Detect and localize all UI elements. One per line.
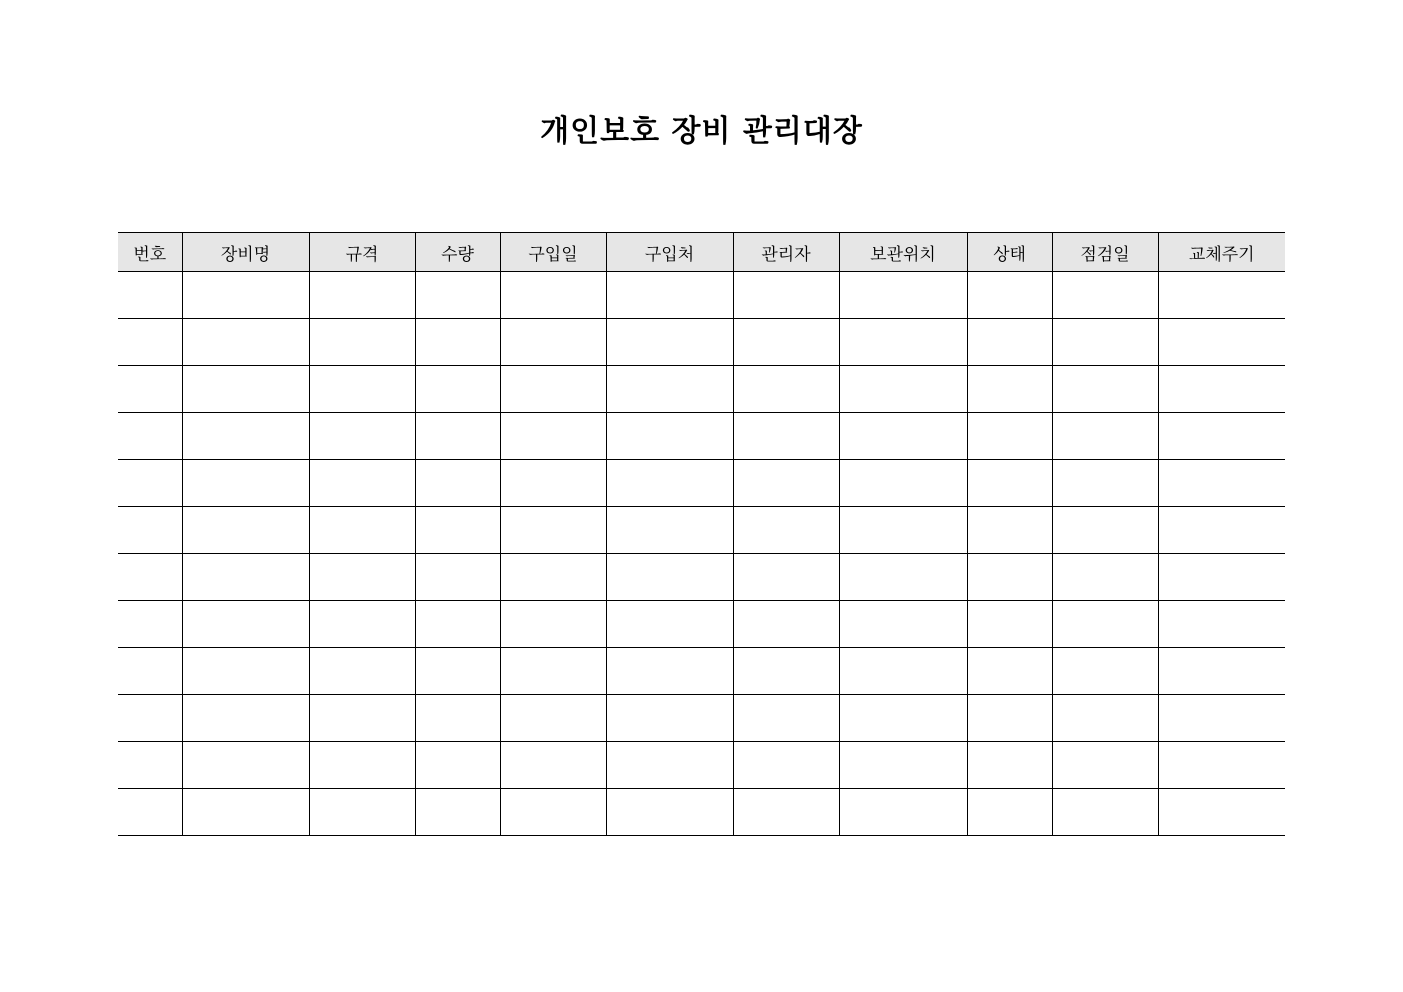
table-cell[interactable] bbox=[606, 319, 733, 366]
table-cell[interactable] bbox=[1052, 789, 1158, 836]
table-cell[interactable] bbox=[415, 742, 500, 789]
table-cell[interactable] bbox=[967, 554, 1052, 601]
column-header-status: 상태 bbox=[967, 233, 1052, 272]
table-cell[interactable] bbox=[967, 460, 1052, 507]
column-header-vendor: 구입처 bbox=[606, 233, 733, 272]
table-cell[interactable] bbox=[309, 319, 415, 366]
table-cell[interactable] bbox=[415, 789, 500, 836]
table-cell[interactable] bbox=[839, 601, 967, 648]
table-cell[interactable] bbox=[182, 789, 309, 836]
table-cell[interactable] bbox=[967, 648, 1052, 695]
table-cell[interactable] bbox=[606, 460, 733, 507]
table-row bbox=[118, 319, 1285, 366]
table-cell[interactable] bbox=[1158, 789, 1285, 836]
table-cell[interactable] bbox=[839, 695, 967, 742]
table-cell[interactable] bbox=[1052, 554, 1158, 601]
column-header-number: 번호 bbox=[118, 233, 182, 272]
table-cell[interactable] bbox=[1158, 319, 1285, 366]
table-cell[interactable] bbox=[1052, 319, 1158, 366]
table-cell[interactable] bbox=[309, 695, 415, 742]
table-cell[interactable] bbox=[500, 366, 606, 413]
table-cell[interactable] bbox=[1052, 460, 1158, 507]
table-cell[interactable] bbox=[733, 789, 839, 836]
table-cell[interactable] bbox=[967, 742, 1052, 789]
table-cell[interactable] bbox=[967, 272, 1052, 319]
table-cell[interactable] bbox=[1158, 601, 1285, 648]
table-cell[interactable] bbox=[1158, 460, 1285, 507]
table-cell[interactable] bbox=[118, 366, 182, 413]
table-cell[interactable] bbox=[839, 507, 967, 554]
table-cell[interactable] bbox=[1052, 507, 1158, 554]
table-cell[interactable] bbox=[182, 460, 309, 507]
table-cell[interactable] bbox=[182, 366, 309, 413]
table-cell[interactable] bbox=[500, 507, 606, 554]
table-cell[interactable] bbox=[118, 601, 182, 648]
table-cell[interactable] bbox=[415, 366, 500, 413]
table-cell[interactable] bbox=[606, 272, 733, 319]
table-cell[interactable] bbox=[415, 601, 500, 648]
table-cell[interactable] bbox=[118, 507, 182, 554]
table-cell[interactable] bbox=[733, 319, 839, 366]
table-cell[interactable] bbox=[1158, 507, 1285, 554]
table-cell[interactable] bbox=[415, 554, 500, 601]
table-cell[interactable] bbox=[500, 742, 606, 789]
table-cell[interactable] bbox=[500, 648, 606, 695]
table-cell[interactable] bbox=[118, 742, 182, 789]
table-cell[interactable] bbox=[839, 789, 967, 836]
table-cell[interactable] bbox=[733, 366, 839, 413]
table-cell[interactable] bbox=[1052, 695, 1158, 742]
table-cell[interactable] bbox=[309, 366, 415, 413]
table-cell[interactable] bbox=[309, 742, 415, 789]
table-cell[interactable] bbox=[733, 272, 839, 319]
table-cell[interactable] bbox=[1158, 413, 1285, 460]
column-header-inspection-date: 점검일 bbox=[1052, 233, 1158, 272]
table-cell[interactable] bbox=[733, 460, 839, 507]
table-row bbox=[118, 742, 1285, 789]
table-cell[interactable] bbox=[733, 507, 839, 554]
column-header-manager: 관리자 bbox=[733, 233, 839, 272]
table-cell[interactable] bbox=[1052, 601, 1158, 648]
table-cell[interactable] bbox=[415, 695, 500, 742]
table-cell[interactable] bbox=[839, 742, 967, 789]
column-header-equipment-name: 장비명 bbox=[182, 233, 309, 272]
table-body bbox=[118, 272, 1285, 836]
table-cell[interactable] bbox=[967, 789, 1052, 836]
table-cell[interactable] bbox=[415, 413, 500, 460]
table-cell[interactable] bbox=[500, 413, 606, 460]
table-cell[interactable] bbox=[182, 601, 309, 648]
table-cell[interactable] bbox=[839, 554, 967, 601]
table-cell[interactable] bbox=[733, 554, 839, 601]
table-cell[interactable] bbox=[1158, 366, 1285, 413]
column-header-purchase-date: 구입일 bbox=[500, 233, 606, 272]
table-cell[interactable] bbox=[309, 601, 415, 648]
table-cell[interactable] bbox=[733, 601, 839, 648]
table-cell[interactable] bbox=[967, 507, 1052, 554]
table-row bbox=[118, 413, 1285, 460]
table-cell[interactable] bbox=[309, 460, 415, 507]
table-cell[interactable] bbox=[182, 695, 309, 742]
table-cell[interactable] bbox=[118, 460, 182, 507]
equipment-ledger-table bbox=[118, 232, 1285, 836]
table-row bbox=[118, 695, 1285, 742]
table-cell[interactable] bbox=[500, 319, 606, 366]
table-header-row bbox=[118, 233, 1285, 272]
table-cell[interactable] bbox=[118, 272, 182, 319]
table-cell[interactable] bbox=[500, 601, 606, 648]
column-header-replacement-cycle: 교체주기 bbox=[1158, 233, 1285, 272]
table-cell[interactable] bbox=[1158, 695, 1285, 742]
table-cell[interactable] bbox=[1052, 366, 1158, 413]
table-cell[interactable] bbox=[606, 366, 733, 413]
table-cell[interactable] bbox=[415, 460, 500, 507]
table-cell[interactable] bbox=[606, 601, 733, 648]
table-row bbox=[118, 366, 1285, 413]
table-cell[interactable] bbox=[182, 413, 309, 460]
table-cell[interactable] bbox=[839, 413, 967, 460]
table-cell[interactable] bbox=[839, 272, 967, 319]
table-cell[interactable] bbox=[606, 554, 733, 601]
table-cell[interactable] bbox=[606, 507, 733, 554]
table-cell[interactable] bbox=[733, 742, 839, 789]
table-row bbox=[118, 460, 1285, 507]
table-cell[interactable] bbox=[967, 695, 1052, 742]
table-cell[interactable] bbox=[839, 319, 967, 366]
table-cell[interactable] bbox=[606, 742, 733, 789]
table-cell[interactable] bbox=[606, 648, 733, 695]
table-cell[interactable] bbox=[733, 413, 839, 460]
table-row bbox=[118, 272, 1285, 319]
table-cell[interactable] bbox=[606, 413, 733, 460]
table-cell[interactable] bbox=[500, 272, 606, 319]
table-cell[interactable] bbox=[967, 366, 1052, 413]
table-row bbox=[118, 601, 1285, 648]
table-cell[interactable] bbox=[1052, 648, 1158, 695]
table-cell[interactable] bbox=[182, 319, 309, 366]
table-cell[interactable] bbox=[1158, 742, 1285, 789]
table-cell[interactable] bbox=[1158, 648, 1285, 695]
table-row bbox=[118, 507, 1285, 554]
table-cell[interactable] bbox=[1052, 413, 1158, 460]
column-header-storage-location: 보관위치 bbox=[839, 233, 967, 272]
table-cell[interactable] bbox=[182, 507, 309, 554]
table-row bbox=[118, 648, 1285, 695]
table-cell[interactable] bbox=[606, 789, 733, 836]
table-cell[interactable] bbox=[1158, 272, 1285, 319]
table-cell[interactable] bbox=[1052, 272, 1158, 319]
table-cell[interactable] bbox=[967, 413, 1052, 460]
page-title: 개인보호 장비 관리대장 bbox=[540, 114, 863, 149]
table-cell[interactable] bbox=[733, 695, 839, 742]
table-cell[interactable] bbox=[118, 648, 182, 695]
table-cell[interactable] bbox=[118, 554, 182, 601]
table-cell[interactable] bbox=[309, 272, 415, 319]
table-cell[interactable] bbox=[415, 272, 500, 319]
table-cell[interactable] bbox=[415, 648, 500, 695]
table-cell[interactable] bbox=[500, 554, 606, 601]
table-cell[interactable] bbox=[1158, 554, 1285, 601]
table-cell[interactable] bbox=[309, 507, 415, 554]
table-row bbox=[118, 789, 1285, 836]
table-cell[interactable] bbox=[839, 460, 967, 507]
table-cell[interactable] bbox=[182, 648, 309, 695]
table-cell[interactable] bbox=[309, 554, 415, 601]
table-cell[interactable] bbox=[967, 319, 1052, 366]
table-cell[interactable] bbox=[733, 648, 839, 695]
table-cell[interactable] bbox=[500, 695, 606, 742]
table-cell[interactable] bbox=[309, 413, 415, 460]
table-cell[interactable] bbox=[967, 601, 1052, 648]
table-cell[interactable] bbox=[839, 648, 967, 695]
table-row bbox=[118, 554, 1285, 601]
table-cell[interactable] bbox=[606, 695, 733, 742]
table-cell[interactable] bbox=[415, 319, 500, 366]
column-header-specification: 규격 bbox=[309, 233, 415, 272]
table-cell[interactable] bbox=[182, 272, 309, 319]
table-cell[interactable] bbox=[415, 507, 500, 554]
table-cell[interactable] bbox=[182, 742, 309, 789]
table-cell[interactable] bbox=[182, 554, 309, 601]
table-cell[interactable] bbox=[118, 789, 182, 836]
table-cell[interactable] bbox=[500, 460, 606, 507]
table-cell[interactable] bbox=[118, 695, 182, 742]
table-cell[interactable] bbox=[309, 789, 415, 836]
table-cell[interactable] bbox=[309, 648, 415, 695]
table-cell[interactable] bbox=[839, 366, 967, 413]
column-header-quantity: 수량 bbox=[415, 233, 500, 272]
table-cell[interactable] bbox=[500, 789, 606, 836]
table-cell[interactable] bbox=[1052, 742, 1158, 789]
table-cell[interactable] bbox=[118, 319, 182, 366]
table-cell[interactable] bbox=[118, 413, 182, 460]
